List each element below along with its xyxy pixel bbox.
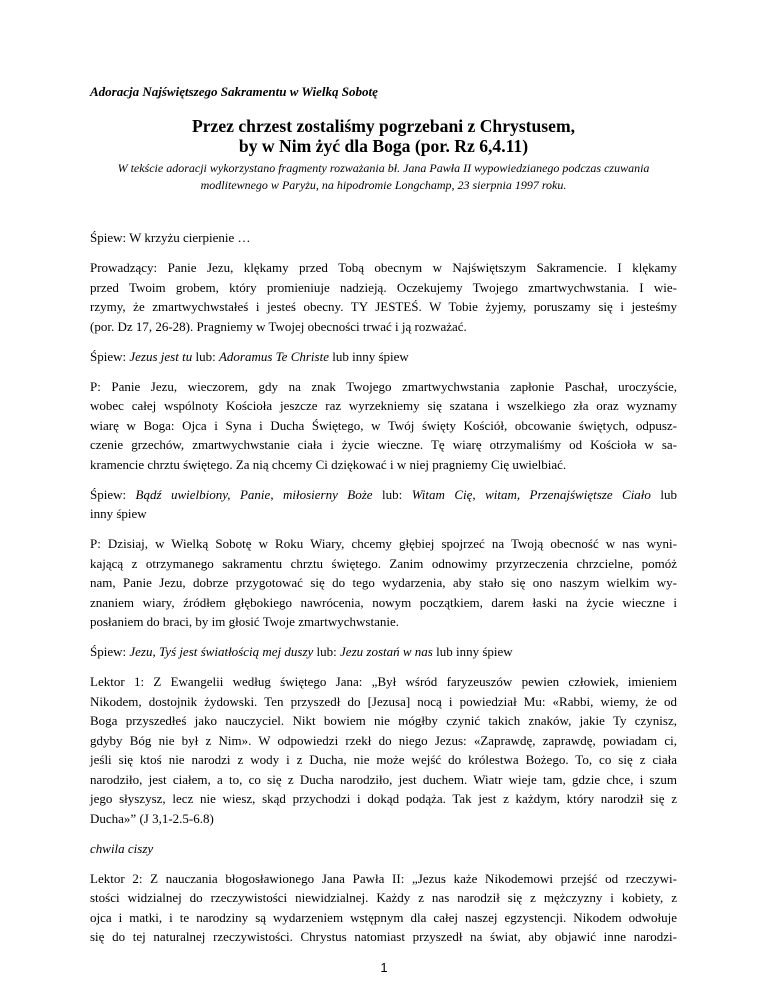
- source-note-line-1: W tekście adoracji wykorzystano fragmenty rozważania bł. Jana Pawła II wypowiedzianego podczas czuwania: [117, 161, 650, 175]
- text-line: stości widzialnej do rzeczywistości niewidzialnej. Każdy z nas narodził się z mężczyzny i kobiety, z: [90, 890, 677, 905]
- song-separator: lub:: [192, 348, 219, 364]
- title-line-1: Przez chrzest zostaliśmy pogrzebani z Chrystusem,: [191, 116, 576, 136]
- text-line: Boga przyszedłeś jako nauczyciel. Nikt bowiem nie mógłby czynić takich znaków, jakie Ty czynisz,: [90, 713, 677, 728]
- song-separator: lub:: [313, 644, 341, 659]
- text-line: czenie grzechów, zmartwychwstanie ciała i życie wieczne. Tę wiarę otrzymaliśmy od Kościoła w sa-: [90, 437, 677, 452]
- song-suffix: lub: [650, 486, 677, 502]
- paragraph-song-1: [90, 228, 677, 248]
- paragraph-john-paul-teaching: [90, 869, 677, 947]
- text-line: przed Twoim grobem, który promieniuje nadzieją. Oczekujemy Twojego zmartwychwstania. I wie-: [90, 279, 677, 295]
- text-line: nam, Panie Jezu, dobrze przygotować się do tego wydarzenia, aby stało się ono naszym wielkim wy-: [90, 575, 677, 590]
- song-separator: lub:: [372, 486, 412, 502]
- text-line: Prowadzący: Panie Jezu, klękamy przed Tobą obecnym w Najświętszym Sakramencie. I klękamy: [90, 260, 677, 275]
- title-line-2: by w Nim żyć dla Boga (por. Rz 6,4.11): [238, 136, 529, 156]
- paragraph-song-3: [90, 485, 677, 524]
- page-number: 1: [380, 960, 388, 975]
- text-line: się do tej naturalnej rzeczywistości. Chrystus natomiast przyszedł na świat, aby objawić inne narodzi-: [90, 929, 677, 944]
- text-line: wobec całej wspólnoty Kościoła jeszcze raz wyrzekniemy się szatana i wszelkiego zła oraz wyznamy: [90, 398, 677, 413]
- text-line: Lektor 1: Z Ewangelii według świętego Jana: „Był wśród faryzeuszów pewien człowiek, imieniem: [90, 674, 677, 689]
- text-line: rzymy, że zmartwychwstałeś i jesteś obecny. TY JESTEŚ. W Tobie żyjemy, poruszamy się i jesteśmy: [90, 299, 677, 314]
- song-title: Witam Cię, witam, Przenajświętsze Ciało: [411, 486, 651, 502]
- text-line: narodziło, jest ciałem, a to, co się z Ducha narodziło, jest duchem. Wiatr wieje tam, gdzie chce, i szum: [90, 771, 677, 787]
- text-line: (por. Dz 17, 26-28). Pragniemy w Twojej obecności trwać i ją rozważać.: [90, 318, 467, 334]
- paragraph-song-4: [90, 642, 677, 662]
- song-title: Bądź uwielbiony, Panie, miłosierny Boże: [135, 486, 373, 502]
- text-line: P: Dzisiaj, w Wielką Sobotę w Roku Wiary, chcemy głębiej spojrzeć na Twoją obecność w nas wyni-: [90, 536, 677, 551]
- song-suffix: lub inny śpiew: [328, 348, 409, 364]
- song-prefix: Śpiew:: [90, 644, 130, 659]
- text-line: Nikodem, dostojnik żydowski. Ten przyszedł do [Jezusa] nocą i powiedział Mu: «Rabbi, wiemy, że od: [90, 693, 677, 709]
- text-line: [90, 485, 677, 505]
- text-line: Lektor 2: Z nauczania błogosławionego Jana Pawła II: „Jezus każe Nikodemowi przejść od rzeczywi-: [90, 870, 677, 886]
- text-line: inny śpiew: [90, 506, 147, 521]
- running-title: Adoracja Najświętszego Sakramentu w Wielką Sobotę: [90, 84, 378, 99]
- text-line: znaniem wiary, źródłem głębokiego nawrócenia, nowym początkiem, darem łaski na życie wieczne i: [90, 594, 677, 610]
- paragraph-silence: [90, 839, 677, 859]
- text-line: ojca i matki, i te narodziny są wydarzeniem wstępnym dla całej naszej egzystencji. Nikodem odwołuje: [90, 909, 677, 925]
- paragraph-leader-intro: [90, 258, 677, 336]
- text-line: gdyby Bóg nie był z Nim». W odpowiedzi rzekł do niego Jezus: «Zaprawdę, zaprawdę, powiadam ci,: [90, 732, 677, 748]
- text-line: Ducha»” (J 3,1-2.5-6.8): [90, 810, 214, 826]
- source-note: [90, 160, 677, 194]
- text-line: jeśli się ktoś nie narodzi z wody i z Ducha, nie może wejść do królestwa Bożego. To, co się z ciała: [90, 752, 677, 767]
- song-title: Adoramus Te Christe: [218, 348, 329, 364]
- song-suffix: lub inny śpiew: [432, 644, 513, 659]
- text-line: posłaniem do braci, by im głosić Twoje zmartwychwstanie.: [90, 614, 399, 629]
- song-title: Jezu, Tyś jest światłością mej duszy: [129, 644, 314, 659]
- song-title: Jezu zostań w nas: [340, 644, 433, 659]
- paragraph-holy-saturday: [90, 534, 677, 632]
- song-prefix: Śpiew:: [90, 486, 136, 502]
- paragraph-song-2: [90, 347, 677, 367]
- document-body: [90, 228, 677, 957]
- song-prefix: Śpiew:: [90, 348, 130, 364]
- song-line: Śpiew: W krzyżu cierpienie …: [90, 230, 251, 245]
- paragraph-gospel-reading: [90, 672, 677, 828]
- text-line: jego słyszysz, lecz nie wiesz, skąd przychodzi i dokąd podąża. Tak jest z każdym, który narodził się z: [90, 791, 677, 806]
- text-line: kramencie chrztu świętego. Za nią chcemy Ci dziękować i w niej pragniemy Cię uwielbiać.: [90, 456, 567, 472]
- source-note-line-2: modlitewnego w Paryżu, na hipodromie Longchamp, 23 sierpnia 1997 roku.: [200, 178, 567, 192]
- text-line: kającą z otrzymanego sakramentu chrztu świętego. Zanim odnowimy przyrzeczenia chrzcielne, pomóż: [90, 555, 677, 571]
- text-line: wiarę w Boga: Ojca i Syna i Ducha Świętego, w Twój święty Kościół, obcowanie świętych, odpusz-: [90, 417, 677, 433]
- text-line: P: Panie Jezu, wieczorem, gdy na znak Twojego zmartwychwstania zapłonie Paschał, uroczyście,: [90, 378, 677, 394]
- paragraph-paschal: [90, 377, 677, 475]
- song-title: Jezus jest tu: [129, 348, 193, 364]
- rubric-silence: chwila ciszy: [90, 840, 154, 856]
- document-title: [90, 116, 677, 156]
